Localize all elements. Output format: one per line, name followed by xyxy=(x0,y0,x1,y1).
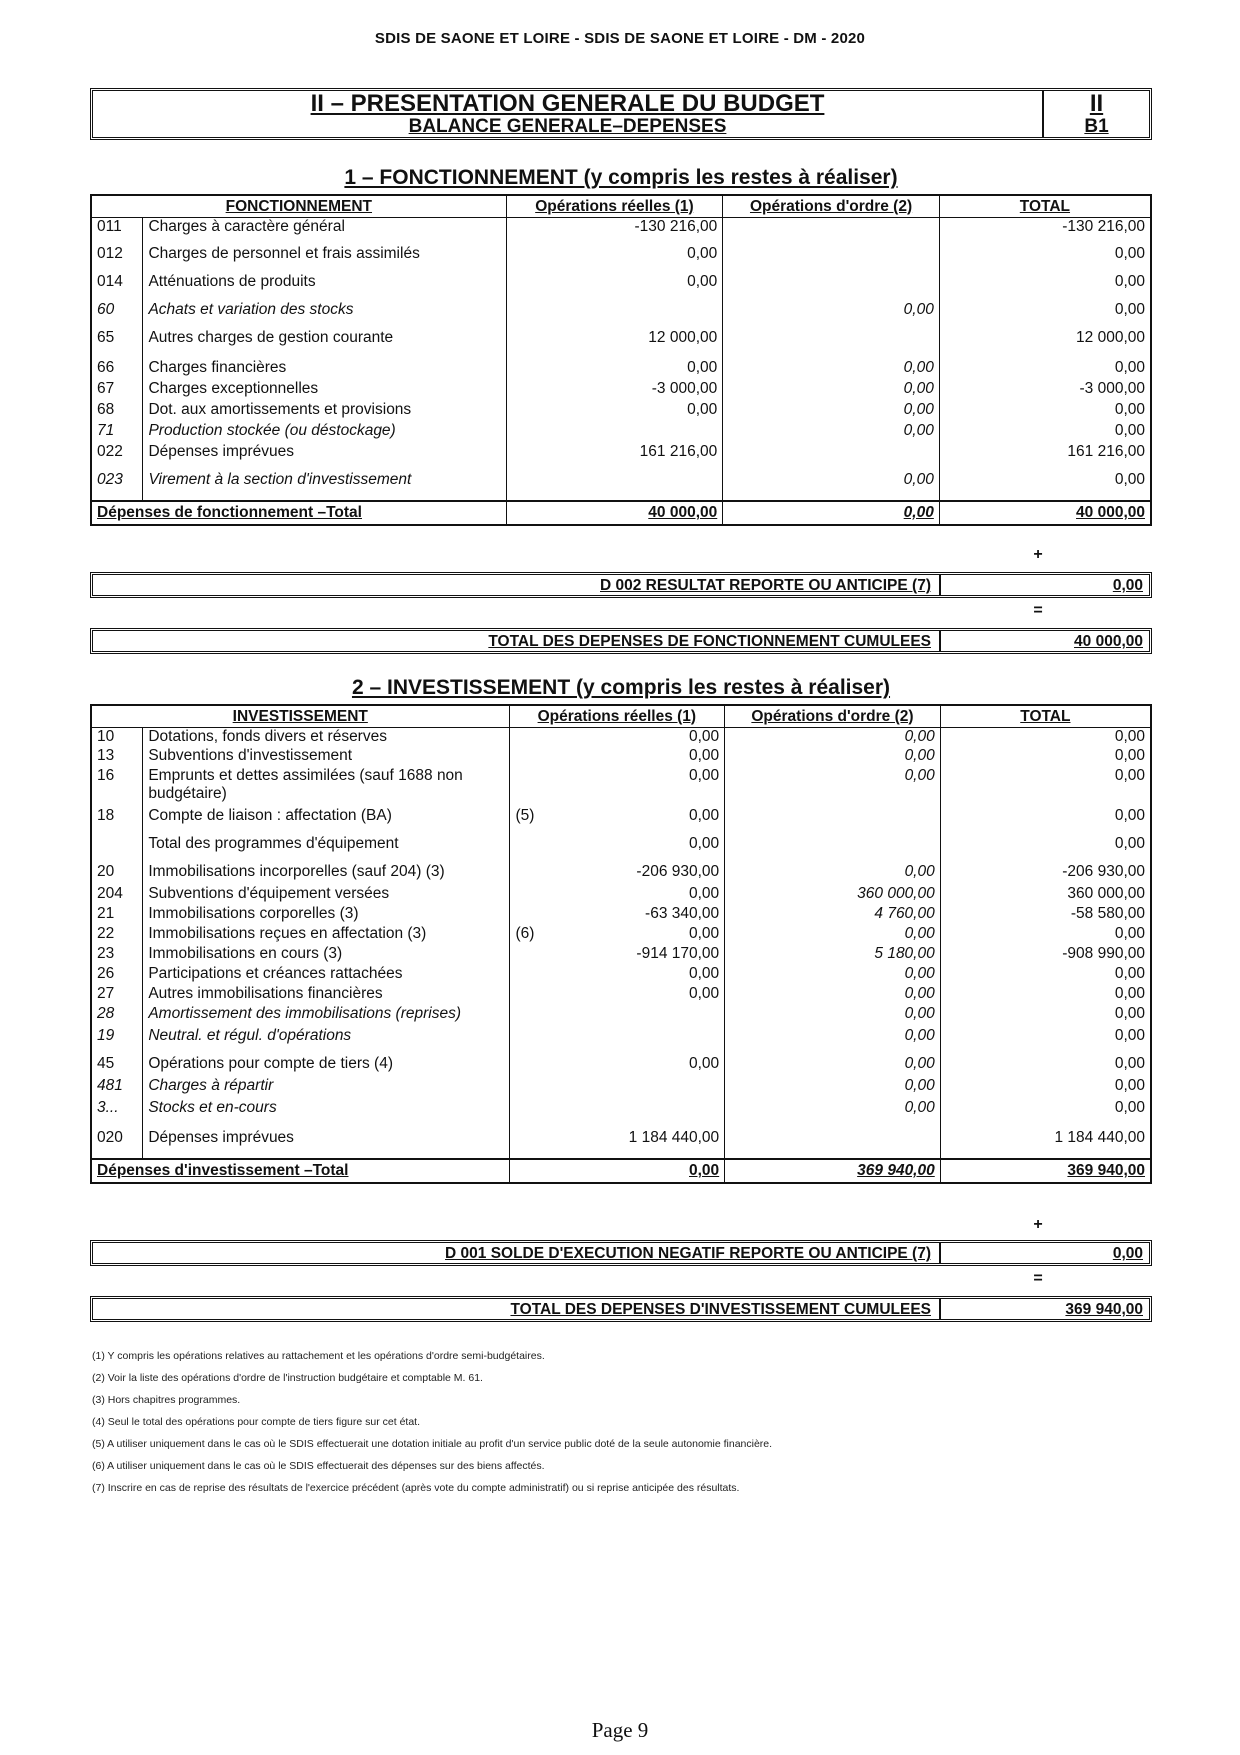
chapter-code: 20 xyxy=(91,863,143,885)
report-label: D 002 RESULTAT REPORTE OU ANTICIPE (7) xyxy=(93,575,941,595)
chapter-label: Charges à répartir xyxy=(143,1077,509,1099)
table-row xyxy=(91,422,1151,443)
table-row xyxy=(91,905,1151,925)
footnote: (6) A utiliser uniquement dans le cas où le SDIS effectuerait des dépenses sur des biens affectés. xyxy=(92,1460,545,1472)
chapter-label: Dot. aux amortissements et provisions xyxy=(143,401,506,422)
chapter-code: 23 xyxy=(91,945,143,965)
total-value: 0,00 xyxy=(939,359,1151,380)
table-row xyxy=(91,925,1151,945)
investissement-table xyxy=(90,704,1152,1184)
total-ordre: 0,00 xyxy=(723,501,940,525)
chapter-code: 481 xyxy=(91,1077,143,1099)
reel-value xyxy=(509,925,725,945)
table-row xyxy=(91,1129,1151,1159)
chapter-label: Immobilisations en cours (3) xyxy=(143,945,509,965)
report-box xyxy=(90,1240,1152,1266)
table-row xyxy=(91,1027,1151,1055)
chapter-code: 020 xyxy=(91,1129,143,1159)
total-reel: 40 000,00 xyxy=(506,501,723,525)
column-header: Opérations réelles (1) xyxy=(509,705,725,727)
total-value: -908 990,00 xyxy=(940,945,1151,965)
total-total: 369 940,00 xyxy=(940,1159,1151,1183)
chapter-code: 13 xyxy=(91,747,143,767)
chapter-code xyxy=(91,835,143,863)
chapter-label: Dépenses imprévues xyxy=(143,443,506,471)
total-value: 0,00 xyxy=(940,747,1151,767)
investissement-title: 2 – INVESTISSEMENT (y compris les restes à réaliser) xyxy=(351,676,891,699)
chapter-code: 67 xyxy=(91,380,143,401)
total-value: 0,00 xyxy=(940,807,1151,835)
chapter-label: Total des programmes d'équipement xyxy=(143,835,509,863)
column-header: FONCTIONNEMENT xyxy=(91,195,506,217)
fonctionnement-table xyxy=(90,194,1152,526)
ordre-value: 4 760,00 xyxy=(725,905,941,925)
column-header: Opérations d'ordre (2) xyxy=(723,195,940,217)
footnote: (3) Hors chapitres programmes. xyxy=(92,1394,241,1406)
total-value: 0,00 xyxy=(940,727,1151,747)
table-row xyxy=(91,273,1151,301)
total-value: 0,00 xyxy=(939,471,1151,501)
footnote-ref: (6) xyxy=(515,925,535,942)
chapter-code: 71 xyxy=(91,422,143,443)
table-row xyxy=(91,1055,1151,1077)
chapter-label: Neutral. et régul. d'opérations xyxy=(143,1027,509,1055)
ordre-value: 0,00 xyxy=(725,1099,941,1129)
ordre-value xyxy=(723,329,940,359)
reel-value xyxy=(509,807,725,835)
reel-value xyxy=(506,471,723,501)
table-row xyxy=(91,727,1151,747)
footnote: (1) Y compris les opérations relatives au rattachement et les opérations d'ordre semi-budgétaires. xyxy=(92,1350,545,1362)
table-row xyxy=(91,835,1151,863)
table-row xyxy=(91,767,1151,807)
total-value: 12 000,00 xyxy=(939,329,1151,359)
footnote-ref: (5) xyxy=(515,807,535,824)
total-value: 0,00 xyxy=(939,273,1151,301)
chapter-label: Immobilisations reçues en affectation (3) xyxy=(143,925,509,945)
total-value: -130 216,00 xyxy=(939,217,1151,245)
total-value: 0,00 xyxy=(939,301,1151,329)
total-value: 0,00 xyxy=(940,1027,1151,1055)
total-label: Dépenses de fonctionnement –Total xyxy=(91,501,506,525)
ordre-value xyxy=(723,245,940,273)
ordre-value: 0,00 xyxy=(723,471,940,501)
table-header-row xyxy=(91,705,1151,727)
ordre-value xyxy=(725,835,941,863)
ordre-value: 0,00 xyxy=(725,925,941,945)
column-header: Opérations d'ordre (2) xyxy=(725,705,941,727)
table-row xyxy=(91,985,1151,1005)
cumul-value: 369 940,00 xyxy=(1065,1301,1143,1318)
reel-amount: -206 930,00 xyxy=(636,863,720,880)
title-main-cell xyxy=(93,91,1044,137)
table-row xyxy=(91,401,1151,422)
reel-amount: 0,00 xyxy=(689,767,720,784)
ordre-value xyxy=(725,1129,941,1159)
total-row xyxy=(91,501,1151,525)
table-row xyxy=(91,747,1151,767)
fonctionnement-title: 1 – FONCTIONNEMENT (y compris les restes à réaliser) xyxy=(344,166,898,189)
chapter-label: Charges exceptionnelles xyxy=(143,380,506,401)
chapter-label: Participations et créances rattachées xyxy=(143,965,509,985)
column-header: TOTAL xyxy=(940,705,1151,727)
report-box xyxy=(90,572,1152,598)
ordre-value: 0,00 xyxy=(723,359,940,380)
chapter-code: 66 xyxy=(91,359,143,380)
reel-value xyxy=(509,1077,725,1099)
ordre-value: 0,00 xyxy=(725,767,941,807)
footnote: (2) Voir la liste des opérations d'ordre de l'instruction budgétaire et comptable M. 61. xyxy=(92,1372,483,1384)
reel-amount: -914 170,00 xyxy=(636,945,720,962)
ordre-value: 0,00 xyxy=(725,727,941,747)
equal-sign: = xyxy=(1033,1270,1043,1287)
chapter-code: 68 xyxy=(91,401,143,422)
reel-value xyxy=(509,863,725,885)
reel-value: 0,00 xyxy=(506,273,723,301)
reel-value: 0,00 xyxy=(506,245,723,273)
plus-sign: + xyxy=(1033,546,1043,563)
ordre-value: 0,00 xyxy=(725,1055,941,1077)
chapter-label: Subventions d'équipement versées xyxy=(143,885,509,905)
chapter-code: 21 xyxy=(91,905,143,925)
total-value: -206 930,00 xyxy=(940,863,1151,885)
page-subtitle: BALANCE GENERALE–DEPENSES xyxy=(408,115,727,137)
chapter-label: Production stockée (ou déstockage) xyxy=(143,422,506,443)
reel-amount: 0,00 xyxy=(689,807,720,824)
section-number: II xyxy=(1089,89,1104,117)
chapter-code: 16 xyxy=(91,767,143,807)
chapter-code: 3... xyxy=(91,1099,143,1129)
reel-amount: 0,00 xyxy=(689,727,720,745)
chapter-code: 28 xyxy=(91,1005,143,1027)
footnote: (7) Inscrire en cas de reprise des résultats de l'exercice précédent (après vote du compte administratif) ou si reprise anticipée des résultats. xyxy=(92,1482,740,1494)
chapter-label: Virement à la section d'investissement xyxy=(143,471,506,501)
ordre-value: 0,00 xyxy=(723,301,940,329)
total-value: 0,00 xyxy=(940,985,1151,1005)
total-value: -58 580,00 xyxy=(940,905,1151,925)
chapter-code: 22 xyxy=(91,925,143,945)
reel-value xyxy=(506,422,723,443)
ordre-value: 5 180,00 xyxy=(725,945,941,965)
ordre-value: 0,00 xyxy=(725,985,941,1005)
page-number: Page 9 xyxy=(591,1718,649,1742)
title-side-cell xyxy=(1044,91,1149,137)
chapter-code: 204 xyxy=(91,885,143,905)
reel-value xyxy=(509,945,725,965)
table-row xyxy=(91,329,1151,359)
total-value: 0,00 xyxy=(940,1005,1151,1027)
reel-value xyxy=(509,767,725,807)
chapter-code: 60 xyxy=(91,301,143,329)
report-label: D 001 SOLDE D'EXECUTION NEGATIF REPORTE OU ANTICIPE (7) xyxy=(93,1243,941,1263)
cumul-box xyxy=(90,1296,1152,1322)
footnote: (4) Seul le total des opérations pour compte de tiers figure sur cet état. xyxy=(92,1416,421,1428)
total-value: 0,00 xyxy=(939,401,1151,422)
ordre-value xyxy=(725,807,941,835)
ordre-value: 0,00 xyxy=(723,401,940,422)
reel-value: -130 216,00 xyxy=(506,217,723,245)
reel-value xyxy=(509,905,725,925)
reel-value xyxy=(509,727,725,747)
reel-value xyxy=(509,835,725,863)
table-row xyxy=(91,1077,1151,1099)
plus-sign: + xyxy=(1033,1216,1043,1233)
ordre-value xyxy=(723,443,940,471)
chapter-label: Charges à caractère général xyxy=(143,217,506,245)
total-value: 0,00 xyxy=(940,1055,1151,1077)
ordre-value: 0,00 xyxy=(725,863,941,885)
reel-amount: 0,00 xyxy=(689,1055,720,1072)
total-value: 0,00 xyxy=(939,245,1151,273)
report-value: 0,00 xyxy=(1112,577,1143,594)
chapter-code: 012 xyxy=(91,245,143,273)
chapter-code: 023 xyxy=(91,471,143,501)
cumul-label: TOTAL DES DEPENSES DE FONCTIONNEMENT CUMULEES xyxy=(93,631,941,651)
reel-amount: 0,00 xyxy=(689,985,720,1002)
reel-amount: 0,00 xyxy=(689,835,720,852)
footnote: (5) A utiliser uniquement dans le cas où le SDIS effectuerait une dotation initiale au profit d'un service public doté de la seule autonomie financière. xyxy=(92,1438,773,1450)
chapter-label: Charges de personnel et frais assimilés xyxy=(143,245,506,273)
total-value: 161 216,00 xyxy=(939,443,1151,471)
total-value: 0,00 xyxy=(940,965,1151,985)
ordre-value: 0,00 xyxy=(725,1077,941,1099)
chapter-code: 10 xyxy=(91,727,143,747)
chapter-code: 011 xyxy=(91,217,143,245)
footnotes xyxy=(92,1345,1152,1499)
total-value: -3 000,00 xyxy=(939,380,1151,401)
chapter-label: Stocks et en-cours xyxy=(143,1099,509,1129)
table-row xyxy=(91,807,1151,835)
total-value: 0,00 xyxy=(940,835,1151,863)
chapter-label: Dotations, fonds divers et réserves xyxy=(143,727,509,747)
reel-value xyxy=(509,1027,725,1055)
column-header: TOTAL xyxy=(939,195,1151,217)
chapter-label: Autres charges de gestion courante xyxy=(143,329,506,359)
total-value: 0,00 xyxy=(940,767,1151,807)
table-row xyxy=(91,471,1151,501)
chapter-label: Achats et variation des stocks xyxy=(143,301,506,329)
ordre-value: 0,00 xyxy=(725,1027,941,1055)
report-value: 0,00 xyxy=(1112,1245,1143,1262)
chapter-code: 26 xyxy=(91,965,143,985)
chapter-code: 022 xyxy=(91,443,143,471)
cumul-value: 40 000,00 xyxy=(1074,633,1143,650)
reel-value xyxy=(509,985,725,1005)
ordre-value: 360 000,00 xyxy=(725,885,941,905)
reel-value xyxy=(509,1099,725,1129)
chapter-label: Dépenses imprévues xyxy=(143,1129,509,1159)
reel-value xyxy=(506,301,723,329)
equal-sign: = xyxy=(1033,602,1043,619)
chapter-label: Charges financières xyxy=(143,359,506,380)
total-ordre: 369 940,00 xyxy=(725,1159,941,1183)
reel-value: 161 216,00 xyxy=(506,443,723,471)
reel-value xyxy=(509,1129,725,1159)
ordre-value: 0,00 xyxy=(723,422,940,443)
table-row xyxy=(91,217,1151,245)
chapter-label: Immobilisations incorporelles (sauf 204) (3) xyxy=(143,863,509,885)
table-row xyxy=(91,1005,1151,1027)
total-total: 40 000,00 xyxy=(939,501,1151,525)
column-header: INVESTISSEMENT xyxy=(91,705,509,727)
table-row xyxy=(91,245,1151,273)
chapter-label: Opérations pour compte de tiers (4) xyxy=(143,1055,509,1077)
table-row xyxy=(91,380,1151,401)
total-value: 360 000,00 xyxy=(940,885,1151,905)
table-row xyxy=(91,863,1151,885)
chapter-code: 27 xyxy=(91,985,143,1005)
table-row xyxy=(91,301,1151,329)
cumul-label: TOTAL DES DEPENSES D'INVESTISSEMENT CUMULEES xyxy=(93,1299,941,1319)
total-value: 0,00 xyxy=(939,422,1151,443)
total-row xyxy=(91,1159,1151,1183)
chapter-label: Immobilisations corporelles (3) xyxy=(143,905,509,925)
chapter-code: 65 xyxy=(91,329,143,359)
reel-value xyxy=(509,1055,725,1077)
table-row xyxy=(91,443,1151,471)
ordre-value xyxy=(723,217,940,245)
reel-value xyxy=(509,1005,725,1027)
document-header: SDIS DE SAONE ET LOIRE - SDIS DE SAONE ET LOIRE - DM - 2020 xyxy=(374,30,866,47)
total-label: Dépenses d'investissement –Total xyxy=(91,1159,509,1183)
total-value: 0,00 xyxy=(940,1099,1151,1129)
reel-amount: 0,00 xyxy=(689,925,720,942)
chapter-label: Compte de liaison : affectation (BA) xyxy=(143,807,509,835)
reel-value: 0,00 xyxy=(506,401,723,422)
table-row xyxy=(91,885,1151,905)
table-row xyxy=(91,359,1151,380)
table-row xyxy=(91,945,1151,965)
reel-value: 12 000,00 xyxy=(506,329,723,359)
reel-value xyxy=(509,965,725,985)
ordre-value xyxy=(723,273,940,301)
reel-amount: 0,00 xyxy=(689,747,720,764)
reel-amount: 1 184 440,00 xyxy=(628,1129,720,1146)
reel-value xyxy=(509,747,725,767)
total-value: 1 184 440,00 xyxy=(940,1129,1151,1159)
reel-value: -3 000,00 xyxy=(506,380,723,401)
ordre-value: 0,00 xyxy=(725,1005,941,1027)
chapter-code: 18 xyxy=(91,807,143,835)
column-header: Opérations réelles (1) xyxy=(506,195,723,217)
total-value: 0,00 xyxy=(940,925,1151,945)
ordre-value: 0,00 xyxy=(725,965,941,985)
table-row xyxy=(91,1099,1151,1129)
cumul-box xyxy=(90,628,1152,654)
chapter-label: Emprunts et dettes assimilées (sauf 1688 non budgétaire) xyxy=(143,767,509,807)
chapter-label: Subventions d'investissement xyxy=(143,747,509,767)
total-value: 0,00 xyxy=(940,1077,1151,1099)
page-title: II – PRESENTATION GENERALE DU BUDGET xyxy=(310,89,825,117)
chapter-code: 19 xyxy=(91,1027,143,1055)
chapter-label: Atténuations de produits xyxy=(143,273,506,301)
chapter-label: Amortissement des immobilisations (reprises) xyxy=(143,1005,509,1027)
chapter-code: 45 xyxy=(91,1055,143,1077)
reel-amount: -63 340,00 xyxy=(645,905,720,922)
ordre-value: 0,00 xyxy=(725,747,941,767)
table-row xyxy=(91,965,1151,985)
form-code: B1 xyxy=(1084,115,1109,137)
chapter-label: Autres immobilisations financières xyxy=(143,985,509,1005)
ordre-value: 0,00 xyxy=(723,380,940,401)
reel-value: 0,00 xyxy=(506,359,723,380)
chapter-code: 014 xyxy=(91,273,143,301)
reel-amount: 0,00 xyxy=(689,965,720,982)
title-box xyxy=(90,88,1152,140)
total-reel: 0,00 xyxy=(509,1159,725,1183)
reel-value xyxy=(509,885,725,905)
table-header-row xyxy=(91,195,1151,217)
reel-amount: 0,00 xyxy=(689,885,720,902)
